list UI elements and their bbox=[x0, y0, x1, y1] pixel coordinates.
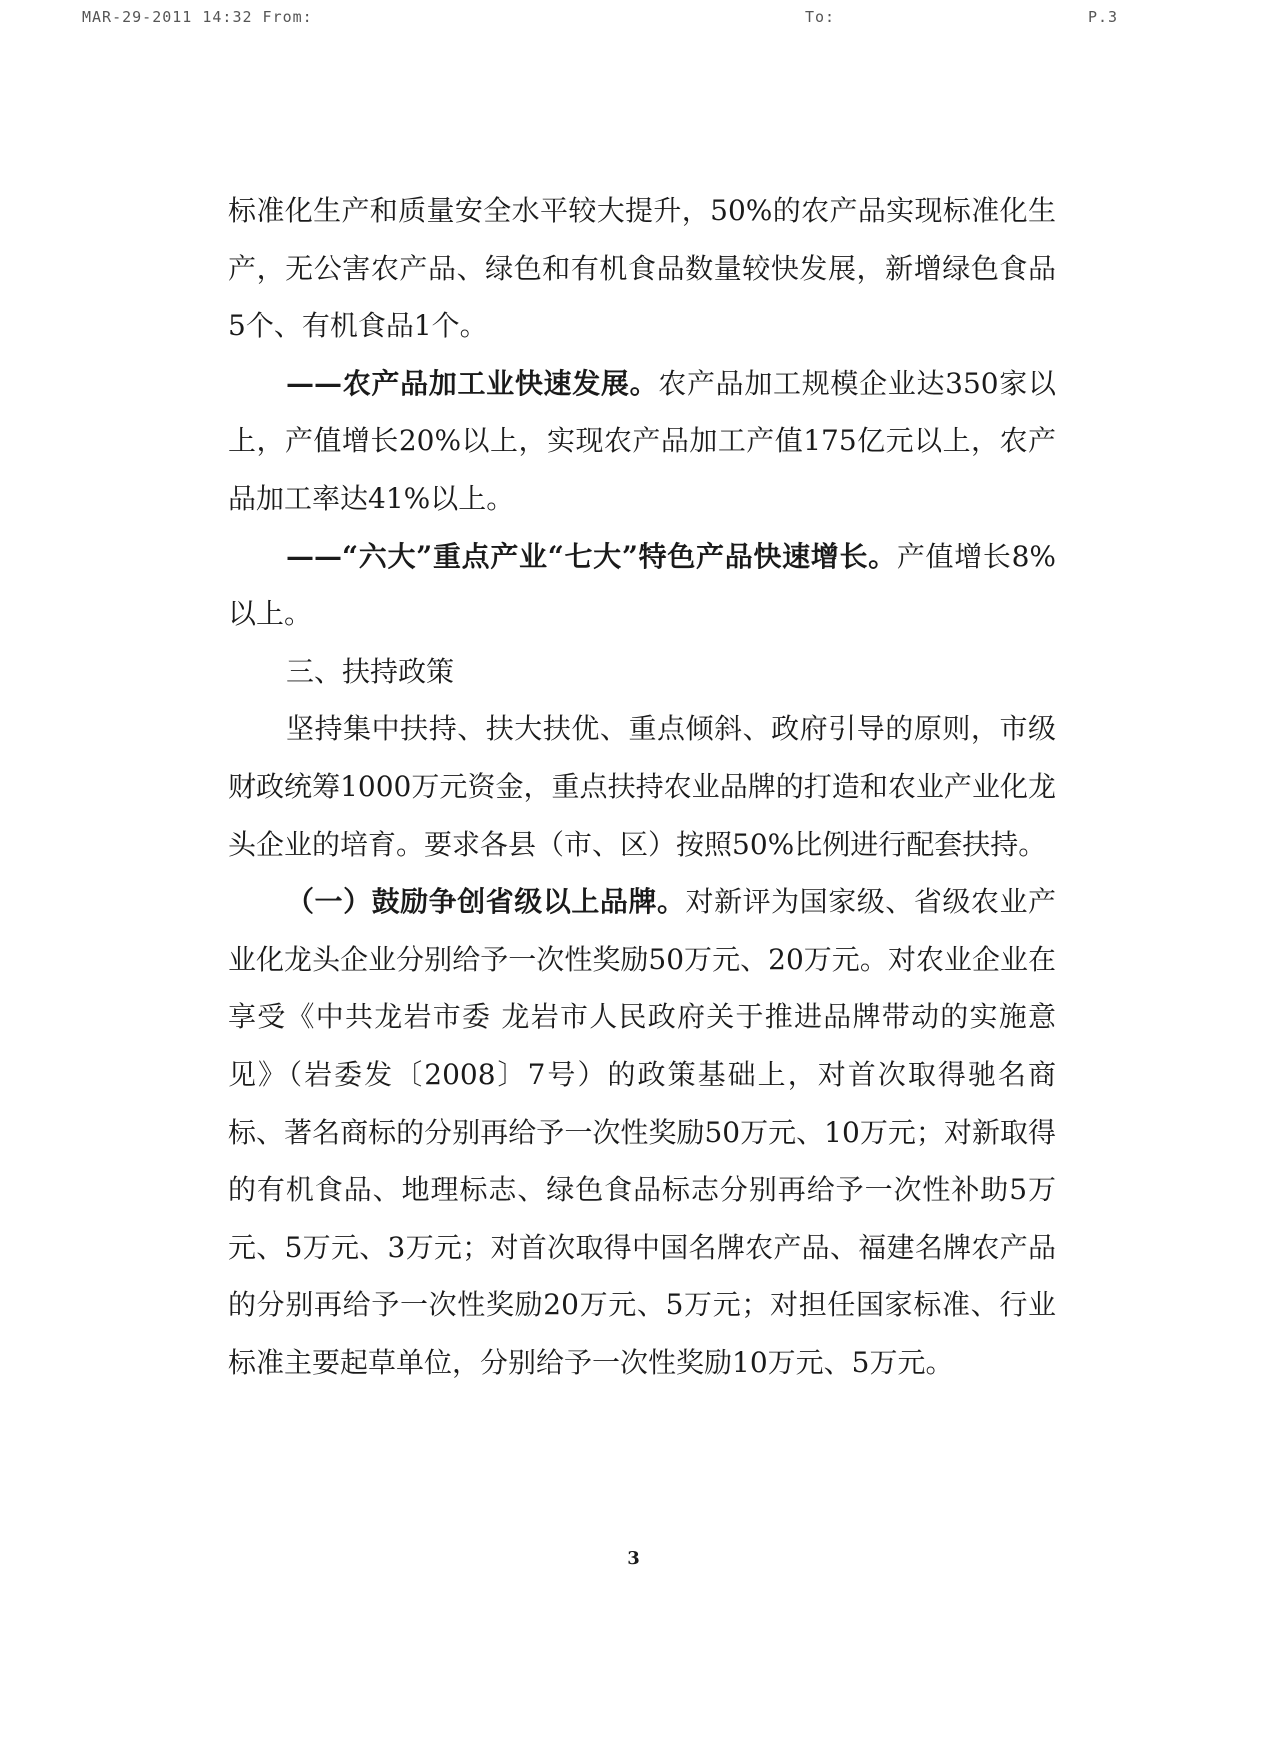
paragraph-heading: （一）鼓励争创省级以上品牌。 bbox=[286, 885, 686, 919]
paragraph-text: 对新评为国家级、省级农业产业化龙头企业分别给予一次性奖励50万元、20万元。对农业企业在享受《中共龙岩市委 龙岩市人民政府关于推进品牌带动的实施意见》（岩委发〔2008〕7号）的政策基础上，对首次取得驰名商标、著名商标的分别再给予一次性奖励50万元、10万元；对新取得的有机食品、地理标志、绿色食品标志分别再给予一次性补助5万元、5万元、3万元；对首次取得中国名牌农产品、福建名牌农产品的分别再给予一次性奖励20万元、5万元；对担任国家标准、行业标准主要起草单位，分别给予一次性奖励10万元、5万元。 bbox=[228, 885, 1056, 1379]
paragraph-heading: ——农产品加工业快速发展。 bbox=[286, 366, 659, 400]
paragraph-key-industries bbox=[228, 528, 1056, 643]
paragraph-text: 农产品加工规模企业达350家以上，产值增长20%以上，实现农产品加工产值175亿元以上，农产品加工率达41%以上。 bbox=[228, 366, 1056, 515]
document-body bbox=[228, 182, 1056, 1391]
paragraph-heading: ——“六大”重点产业“七大”特色产品快速增长。 bbox=[286, 539, 897, 573]
paragraph-support-principle: 坚持集中扶持、扶大扶优、重点倾斜、政府引导的原则，市级财政统筹1000万元资金，重点扶持农业品牌的打造和农业产业化龙头企业的培育。要求各县（市、区）按照50%比例进行配套扶持。 bbox=[228, 712, 1056, 861]
paragraph-standardization: 标准化生产和质量安全水平较大提升，50%的农产品实现标准化生产，无公害农产品、绿色和有机食品数量较快发展，新增绿色食品5个、有机食品1个。 bbox=[228, 194, 1056, 343]
paragraph-text: 产值增长8%以上。 bbox=[228, 539, 1056, 631]
fax-date-from: MAR-29-2011 14:32 From: bbox=[82, 8, 313, 26]
paragraph-brand-incentive bbox=[228, 873, 1056, 1391]
section-heading-support-policy: 三、扶持政策 bbox=[286, 654, 455, 688]
fax-to: To: bbox=[805, 8, 836, 26]
paragraph-processing bbox=[228, 355, 1056, 528]
fax-page-number: P.3 bbox=[1088, 8, 1119, 26]
fax-header bbox=[0, 8, 1267, 32]
page-number: 3 bbox=[627, 1548, 640, 1569]
